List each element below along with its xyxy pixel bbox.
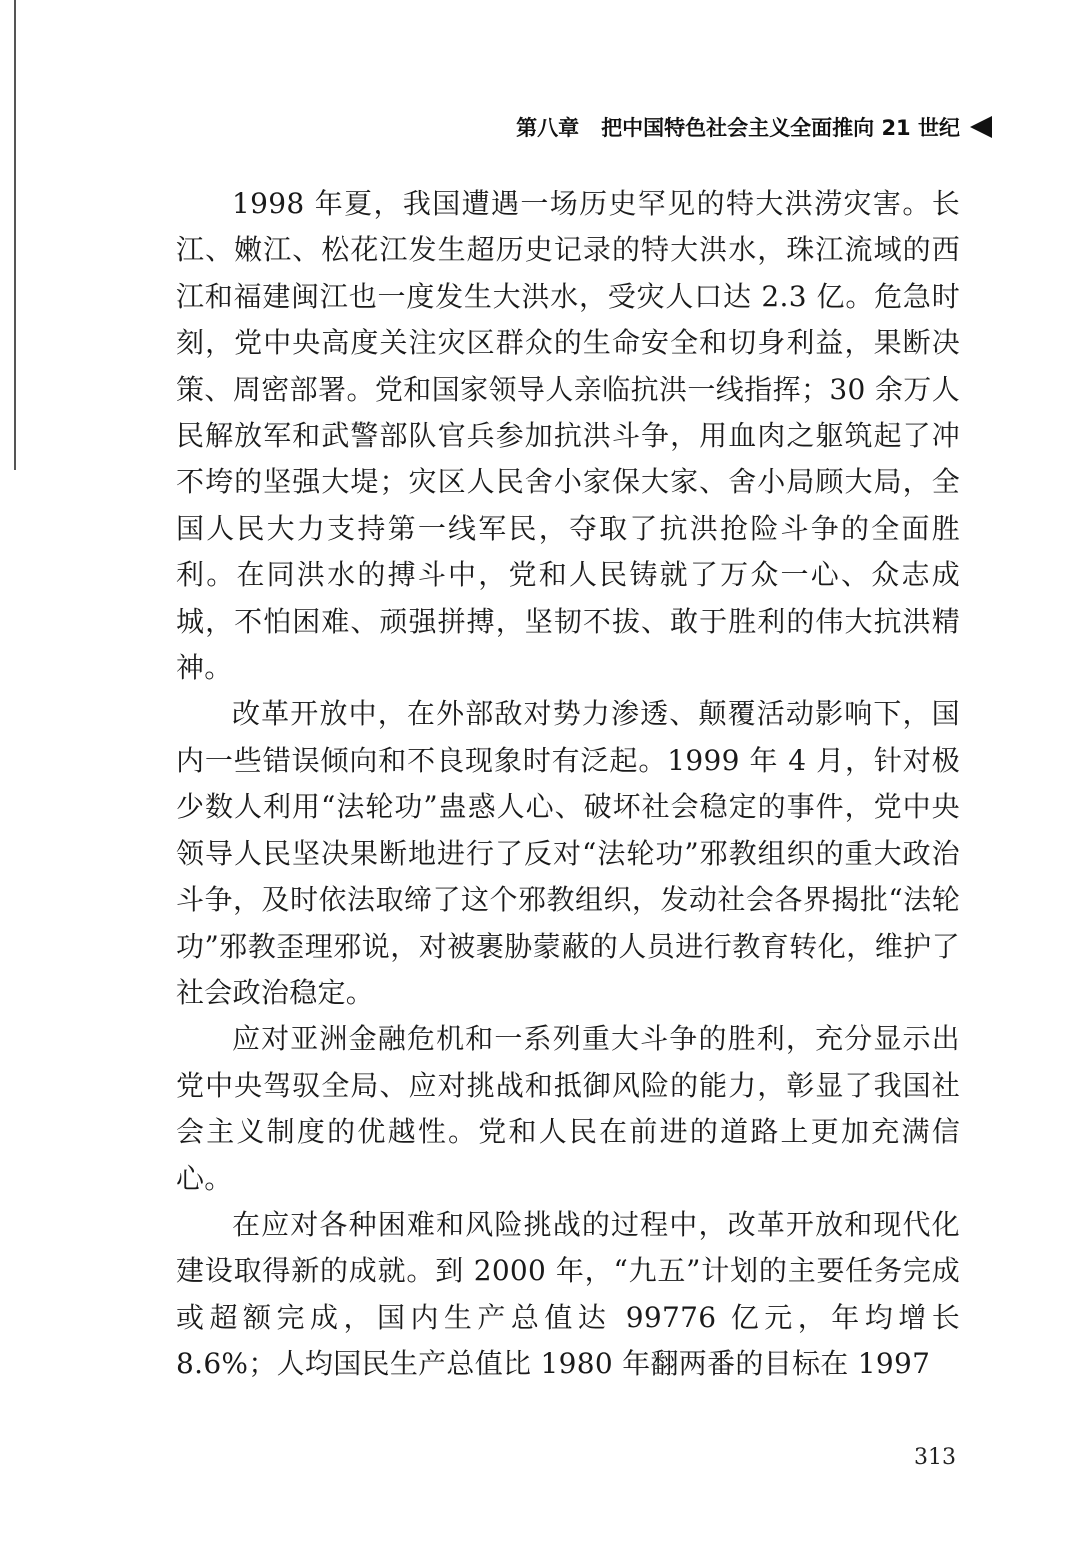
chapter-title: 把中国特色社会主义全面推向 21 世纪 [601, 116, 960, 140]
left-triangle-icon [970, 116, 992, 138]
running-header [516, 112, 992, 142]
paragraph-falungong: 改革开放中，在外部敌对势力渗透、颠覆活动影响下，国内一些错误倾向和不良现象时有泛起。1999 年 4 月，针对极少数人利用“法轮功”蛊惑人心、破坏社会稳定的事件，党中央领导人民坚决果断地进行了反对“法轮功”邪教组织的重大政治斗争，及时依法取缔了这个邪教组织，发动社会各界揭批“法轮功”邪教歪理邪说，对被裹胁蒙蔽的人员进行教育转化，维护了社会政治稳定。 [176, 697, 960, 1009]
paragraph-financial-crisis: 应对亚洲金融危机和一系列重大斗争的胜利，充分显示出党中央驾驭全局、应对挑战和抵御风险的能力，彰显了我国社会主义制度的优越性。党和人民在前进的道路上更加充满信心。 [176, 1022, 960, 1195]
paragraph-achievements: 在应对各种困难和风险挑战的过程中，改革开放和现代化建设取得新的成就。到 2000 年，“九五”计划的主要任务完成或超额完成，国内生产总值达 99776 亿元，年均增长 8.6%；人均国民生产总值比 1980 年翻两番的目标在 1997 [176, 1207, 960, 1381]
chapter-label: 第八章 [516, 116, 580, 140]
binding-edge-line [14, 0, 16, 470]
page-number: 313 [914, 1445, 956, 1470]
body-text [176, 181, 960, 1388]
paragraph-flood: 1998 年夏，我国遭遇一场历史罕见的特大洪涝灾害。长江、嫩江、松花江发生超历史记录的特大洪水，珠江流域的西江和福建闽江也一度发生大洪水，受灾人口达 2.3 亿。危急时刻，党中央高度关注灾区群众的生命安全和切身利益，果断决策、周密部署。党和国家领导人亲临抗洪一线指挥；30 余万人民解放军和武警部队官兵参加抗洪斗争，用血肉之躯筑起了冲不垮的坚强大堤；灾区人民舍小家保大家、舍小局顾大局，全国人民大力支持第一线军民，夺取了抗洪抢险斗争的全面胜利。在同洪水的搏斗中，党和人民铸就了万众一心、众志成城，不怕困难、顽强拼搏，坚韧不拔、敢于胜利的伟大抗洪精神。 [176, 187, 960, 685]
